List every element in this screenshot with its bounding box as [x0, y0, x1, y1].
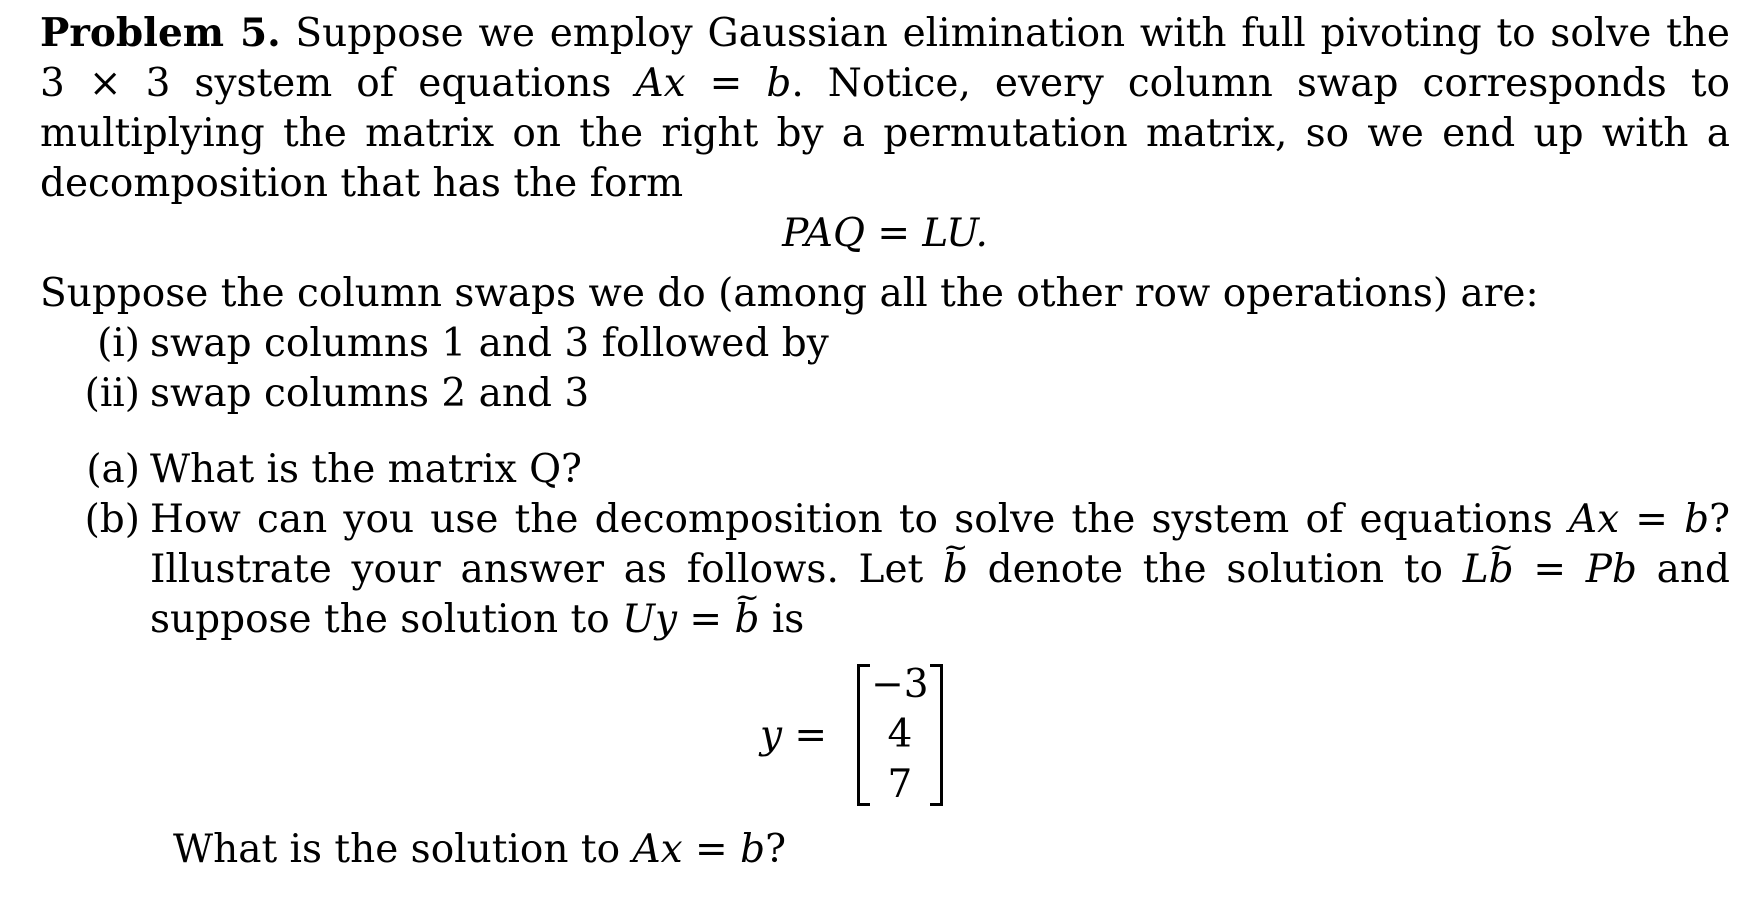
b-tilde: ~ b — [734, 595, 759, 645]
part-b-text-3: denote the solution to — [967, 547, 1463, 592]
problem-heading: Problem 5. — [40, 10, 281, 56]
part-b-text-5: is — [759, 597, 805, 642]
question-text: What is the solution to — [173, 827, 633, 872]
part-text: What is the matrix Q? — [150, 447, 582, 492]
intro-equation: Ax = b — [635, 61, 792, 106]
final-question — [173, 825, 786, 875]
part-b-text-4: and suppose the solution to — [150, 547, 1731, 642]
y-vector-equation — [760, 660, 943, 810]
swaps-intro: Suppose the column swaps we do (among all the other row operations) are: — [40, 271, 1539, 316]
b-tilde: ~ b — [1489, 545, 1514, 595]
vector-entry: −3 — [871, 662, 929, 707]
part-b — [60, 495, 1730, 645]
swap-text: swap columns 2 and 3 — [150, 371, 590, 416]
swap-item — [60, 319, 1730, 369]
part-label: (a) — [86, 447, 140, 492]
intro-text-a: Suppose we employ Gaussian elimination with full pivoting to solve the 3 × 3 system of equations — [40, 11, 1730, 106]
vector-entry: 4 — [887, 712, 913, 757]
part-b-equation-2-right: = Pb — [1513, 547, 1637, 592]
parts-list — [60, 445, 1730, 645]
swap-label: (ii) — [84, 371, 140, 416]
intro-text-b: . Notice, every column swap corresponds to multiplying the matrix on the right by a permutation matrix, so we end up with a decomposition that has the form — [40, 61, 1730, 206]
vector-entry: 7 — [887, 762, 913, 807]
part-b-text-2: ? Illustrate your answer as follows. Let — [150, 497, 1730, 592]
part-b-equation-3: Uy = — [622, 597, 735, 642]
swap-label: (i) — [97, 321, 140, 366]
swap-list — [60, 319, 1730, 419]
question-equation: Ax = b — [632, 827, 766, 872]
part-text — [150, 495, 1730, 645]
part-b-equation-1: Ax = b — [1568, 497, 1710, 542]
part-b-equation-2-left: L — [1462, 547, 1489, 592]
part-label: (b) — [84, 497, 140, 542]
display-equation: PAQ = LU. — [782, 211, 988, 256]
problem-intro — [40, 8, 1730, 209]
swap-text: swap columns 1 and 3 followed by — [150, 321, 829, 366]
vector-lhs: y = — [760, 712, 828, 758]
swap-item — [60, 369, 1730, 419]
question-end: ? — [765, 827, 786, 872]
part-b-text-1: How can you use the decomposition to solve the system of equations — [150, 497, 1569, 542]
problem-document — [40, 8, 1730, 645]
column-vector — [857, 660, 943, 810]
b-tilde: ~ b — [943, 545, 968, 595]
part-a — [60, 445, 1730, 495]
